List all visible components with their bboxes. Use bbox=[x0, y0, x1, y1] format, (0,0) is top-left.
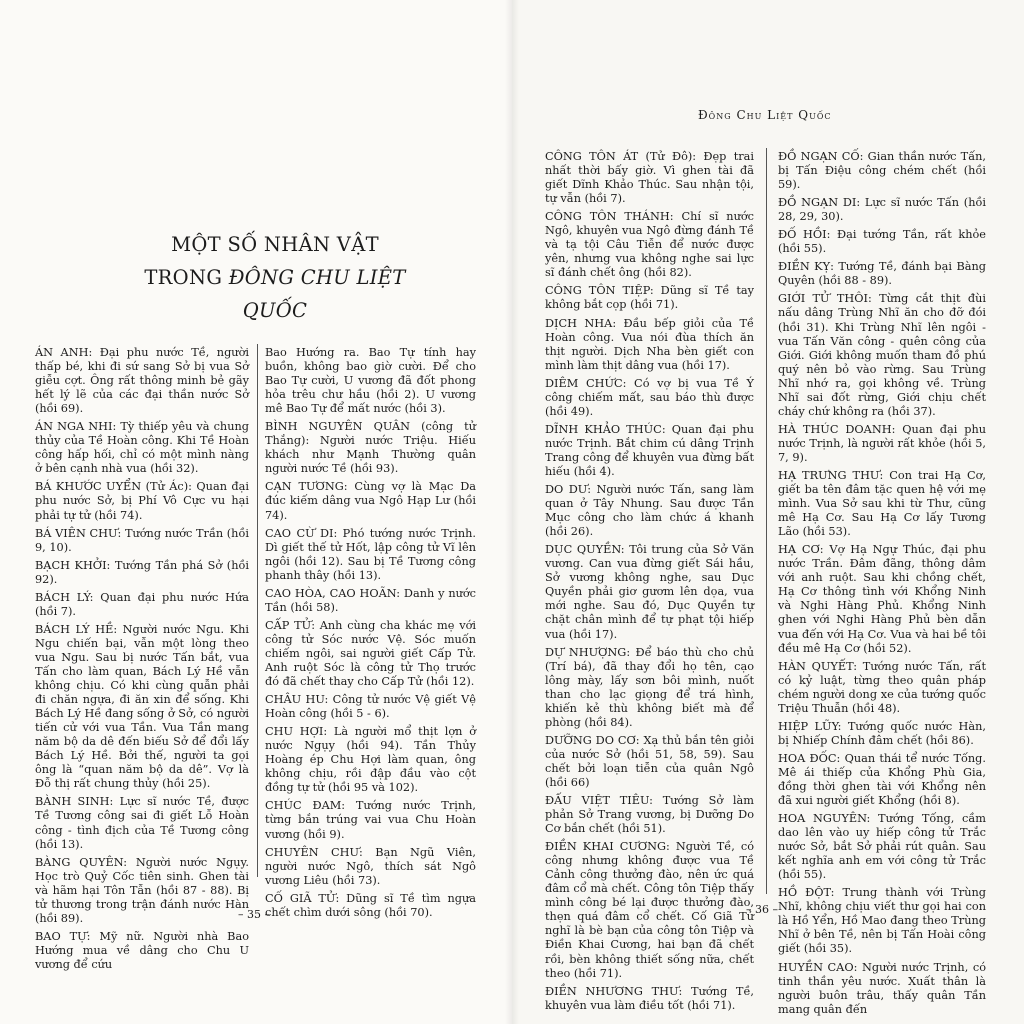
entry: ĐIỀN NHƯƠNG THƯ: Tướng Tề, khuyên vua làm điều tốt (hồi 71). bbox=[545, 984, 754, 1012]
column-2 bbox=[265, 346, 476, 924]
entry: BÀNG QUYÊN: Người nước Ngụy. Học trò Quỷ Cốc tiên sinh. Ghen tài và hãm hại Tôn Tẫn (hồi 87 - 88). Bị tử thương trong trận đánh nước Hàn (hồi 89). bbox=[35, 855, 249, 925]
entry: CHU HỢI: Là người mổ thịt lợn ở nước Ngụy (hồi 94). Tần Thủy Hoàng ép Chu Hợi làm quan, ông không chịu, rồi đập đầu vào cột đồng tự tử (hồi 95 và 102). bbox=[265, 725, 476, 795]
entry: DƯỠNG DO CƠ: Xạ thủ bắn tên giỏi của nước Sở (hồi 51, 58, 59). Sau chết bởi loạn tiễn của quân Ngô (hồi 66) bbox=[545, 733, 754, 789]
column-divider-right bbox=[766, 148, 767, 894]
page-number-right: – 36 – bbox=[746, 903, 778, 916]
entry: BÀNH SINH: Lực sĩ nước Tề, được Tề Tương công sai đi giết Lỗ Hoàn công - tình địch của Tề Tương công (hồi 13). bbox=[35, 795, 249, 851]
column-4 bbox=[778, 150, 986, 1021]
entry: CAO CỪ DI: Phó tướng nước Trịnh. Dì giết thế tử Hốt, lập công tử Vĩ lên ngôi (hồi 12). Sau bị Tề Tương công phanh thây (hồi 13). bbox=[265, 526, 476, 582]
column-3 bbox=[545, 150, 754, 1017]
entry: CẠN TƯƠNG: Cùng vợ là Mạc Da đúc kiếm dâng vua Ngô Hạp Lư (hồi 74). bbox=[265, 480, 476, 522]
entry: HOA ĐỐC: Quan thái tể nước Tống. Mê ái thiếp của Khổng Phù Gia, đồng thời ghen tài với Khổng nên đã xui người giết Khổng (hồi 8). bbox=[778, 751, 986, 808]
entry: ĐỒ NGẠN CỐ: Gian thần nước Tấn, bị Tấn Điệu công chém chết (hồi 59). bbox=[778, 150, 986, 192]
entry: ĐẤU VIỆT TIÊU: Tướng Sở làm phản Sở Trang vương, bị Dưỡng Do Cơ bắn chết (hồi 51). bbox=[545, 794, 754, 836]
entry: HOA NGUYÊN: Tướng Tống, cầm dao lên vào uy hiếp công tử Trắc nước Sở, bắt Sở phải rút quân. Sau kết nghĩa anh em với công tử Trắc (hồi 55). bbox=[778, 812, 986, 882]
running-head: Đông Chu Liệt Quốc bbox=[698, 108, 832, 122]
entry: DĨNH KHẢO THÚC: Quan đại phu nước Trịnh. Bắt chim cú dâng Trịnh Trang công để khuyên vua đừng bất hiếu (hồi 4). bbox=[545, 422, 754, 478]
book-gutter bbox=[505, 0, 519, 1024]
entry: CÔNG TÔN TIỆP: Dũng sĩ Tề tay không bắt cọp (hồi 71). bbox=[545, 284, 754, 312]
entry: CÔNG TÔN THÁNH: Chí sĩ nước Ngô, khuyên vua Ngô đừng đánh Tề và tạ tội Câu Tiễn để nước được yên, nhưng vua không nghe sai lực sĩ đánh chết ông (hồi 82). bbox=[545, 210, 754, 280]
entry: DIÊM CHỨC: Có vợ bị vua Tề Ý công chiếm mất, sau báo thù được (hồi 49). bbox=[545, 376, 754, 418]
entry: BÁCH LÝ: Quan đại phu nước Hứa (hồi 7). bbox=[35, 590, 249, 618]
entry: BÁ VIÊN CHƯ: Tướng nước Trần (hồi 9, 10). bbox=[35, 526, 249, 554]
entry: HÀN QUYẾT: Tướng nước Tấn, rất có kỷ luật, từng theo quân pháp chém người dong xe của tướng quốc Triệu Thuẫn (hồi 48). bbox=[778, 659, 986, 715]
entry: CỐ GIÃ TỬ: Dũng sĩ Tề tìm ngựa chết chìm dưới sông (hồi 70). bbox=[265, 891, 476, 919]
entry: DỤC QUYỀN: Tôi trung của Sở Văn vương. Can vua đừng giết Sái hầu, Sở vương không nghe, sau Dục Quyền phải giơ gươm lên dọa, vua mới nghe. Sau đó, Dục Quyền tự chặt chân mình để tự phạt tội hiếp vua (hồi 17). bbox=[545, 543, 754, 641]
entry: BÁCH LÝ HỀ: Người nước Ngu. Khi Ngu chiến bại, vẫn một lòng theo vua Ngu. Sau bị nước Tấn bắt, vua Tấn cho làm quan, Bách Lý Hề vẫn không chịu. Có khi cùng quẫn phải đi chăn ngựa, đi ăn xin để sống. Khi Bách Lý Hề đang sống ở Sở, có người tiến cử với vua Tần. Vua Tần mang năm bộ da dê đến biếu Sở để đổi lấy Bách Lý Hề. Bởi thế, người ta gọi ông là “quan năm bộ da dê”. Vợ là Đỗ thị rất chung thủy (hồi 25). bbox=[35, 622, 249, 791]
entry: DỊCH NHA: Đầu bếp giỏi của Tề Hoàn công. Vua nói đùa thích ăn thịt người. Dịch Nha bèn giết con mình làm thịt dâng vua (hồi 17). bbox=[545, 316, 754, 372]
entry: ĐỒ NGẠN DI: Lực sĩ nước Tấn (hồi 28, 29, 30). bbox=[778, 196, 986, 224]
entry: HẠ CƠ: Vợ Hạ Ngự Thúc, đại phu nước Trần. Đâm đãng, thông dâm với anh ruột. Sau khi chồng chết, Hạ Cơ thông tình với Khổng Ninh và Nghi Hàng Phủ. Khổng Ninh ghen với Nghi Hàng Phủ bèn dẫn vua đến với Hạ Cơ. Vua và hai bề tôi đều mê Hạ Cơ (hồi 52). bbox=[778, 543, 986, 655]
title-line-1: MỘT SỐ NHÂN VẬT bbox=[171, 233, 379, 256]
entry: CAO HÒA, CAO HOÃN: Danh y nước Tần (hồi 58). bbox=[265, 586, 476, 614]
entry: BÌNH NGUYÊN QUÂN (công tử Thắng): Người nước Triệu. Hiếu khách như Mạnh Thường quân người nước Tề (hồi 93). bbox=[265, 420, 476, 476]
entry: CHUYÊN CHƯ: Bạn Ngũ Viên, người nước Ngô, thích sát Ngô vương Liêu (hồi 73). bbox=[265, 845, 476, 887]
entry: ĐIỀN KHAI CƯƠNG: Người Tề, có công nhưng không được vua Tề Cảnh công thưởng đào, nên ức quá đâm cổ mà chết. Công tôn Tiệp thấy mình công bé lại được thưởng đào, thẹn quá đâm cổ chết. Cố Giã Tử nghĩ là bè bạn của công tôn Tiệp và Điền Khai Cương, hai bạn đã chết rồi, bèn không thiết sống nữa, chết theo (hồi 71). bbox=[545, 840, 754, 980]
title-line-2-prefix: TRONG bbox=[144, 266, 229, 289]
entry: HÀ THÚC DOANH: Quan đại phu nước Trịnh, là người rất khỏe (hồi 5, 7, 9). bbox=[778, 422, 986, 464]
entry: DỰ NHƯỢNG: Để báo thù cho chủ (Trí bá), đã thay đổi họ tên, cạo lông mày, lấy sơn bôi mình, nuốt than cho lạc giọng để trá hình, khiến kẻ thù không biết mà để phòng (hồi 84). bbox=[545, 645, 754, 729]
entry: HUYỀN CAO: Người nước Trịnh, có tinh thần yêu nước. Xuất thân là người buôn trâu, thấy quân Tần mang quân đến bbox=[778, 960, 986, 1016]
page-title bbox=[110, 228, 440, 327]
entry: CHÂU HU: Công tử nước Vệ giết Vệ Hoàn công (hồi 5 - 6). bbox=[265, 693, 476, 721]
entry: HIỆP LŨY: Tướng quốc nước Hàn, bị Nhiếp Chính đâm chết (hồi 86). bbox=[778, 719, 986, 747]
entry: BẠCH KHỞI: Tướng Tần phá Sở (hồi 92). bbox=[35, 558, 249, 586]
column-divider-left bbox=[257, 344, 258, 877]
entry: ÁN ANH: Đại phu nước Tề, người thấp bé, khi đi sứ sang Sở bị vua Sở giễu cợt. Ông rất thông minh bẻ gãy hết lý lẽ của các đại thần nước Sở (hồi 69). bbox=[35, 346, 249, 416]
entry: BÁ KHƯỚC UYỂN (Tử Ác): Quan đại phu nước Sở, bị Phí Vô Cực vu hại phải tự tử (hồi 74). bbox=[35, 480, 249, 522]
entry: GIỚI TỬ THÔI: Từng cắt thịt đùi nấu dâng Trùng Nhĩ ăn cho đỡ đói (hồi 31). Khi Trùng Nhĩ lên ngôi - vua Tấn Văn công - quên công của Giới. Giới không muốn tham đồ phú quý nên bỏ vào rừng. Sau Trùng Nhĩ nhớ ra, gọi không về. Trùng Nhĩ sai đốt rừng, Giới chịu chết cháy chứ không ra (hồi 37). bbox=[778, 292, 986, 418]
entry: HỒ ĐỘT: Trung thành với Trùng Nhĩ, không chịu viết thư gọi hai con là Hồ Yển, Hồ Mao đang theo Trùng Nhĩ ở bên Tề, nên bị Tấn Hoài công giết (hồi 35). bbox=[778, 886, 986, 956]
entry: BAO TỰ: Mỹ nữ. Người nhà Bao Hướng mua về dâng cho Chu U vương để cứu bbox=[35, 929, 249, 971]
entry: Bao Hướng ra. Bao Tự tính hay buồn, không bao giờ cười. Để cho Bao Tự cười, U vương đã đốt phong hỏa trêu chư hầu (hồi 2). U vương mê Bao Tự để mất nước (hồi 3). bbox=[265, 346, 476, 416]
entry: HẠ TRƯNG THƯ: Con trai Hạ Cơ, giết ba tên đâm tặc quen hệ với mẹ mình. Vua Sở sau khi từ Thư, cũng mê Hạ Cơ. Sau Hạ Cơ lấy Tương Lão (hồi 53). bbox=[778, 468, 986, 539]
title-line-2 bbox=[110, 261, 440, 327]
entry: CÔNG TÔN ÁT (Tử Đô): Đẹp trai nhất thời bấy giờ. Vì ghen tài đã giết Dĩnh Khảo Thúc. Sau nhận tội, tự vẫn (hồi 7). bbox=[545, 150, 754, 206]
entry: ÁN NGA NHI: Tỳ thiếp yêu và chung thủy của Tề Hoàn công. Khi Tề Hoàn công hấp hối, chỉ có một mình nàng ở bên cạnh nhà vua (hồi 32). bbox=[35, 420, 249, 476]
entry: CẤP TỬ: Anh cùng cha khác mẹ với công tử Sóc nước Vệ. Sóc muốn chiếm ngôi, sai người giết Cấp Tử. Anh ruột Sóc là công tử Thọ trước đó đã chết thay cho Cấp Tử (hồi 12). bbox=[265, 618, 476, 689]
entry: DO DƯ: Người nước Tấn, sang làm quan ở Tây Nhung. Sau được Tần Mục công cho làm chức á khanh (hồi 26). bbox=[545, 483, 754, 539]
page-number-left: – 35 – bbox=[238, 908, 270, 921]
column-1 bbox=[35, 346, 249, 976]
entry: ĐIỀN KỴ: Tướng Tề, đánh bại Bàng Quyên (hồi 88 - 89). bbox=[778, 260, 986, 288]
entry: ĐỐ HỒI: Đại tướng Tần, rất khỏe (hồi 55). bbox=[778, 228, 986, 256]
title-book-name: ĐÔNG CHU LIỆT QUỐC bbox=[228, 266, 406, 322]
entry: CHÚC ĐAM: Tướng nước Trịnh, từng bắn trúng vai vua Chu Hoàn vương (hồi 9). bbox=[265, 799, 476, 841]
